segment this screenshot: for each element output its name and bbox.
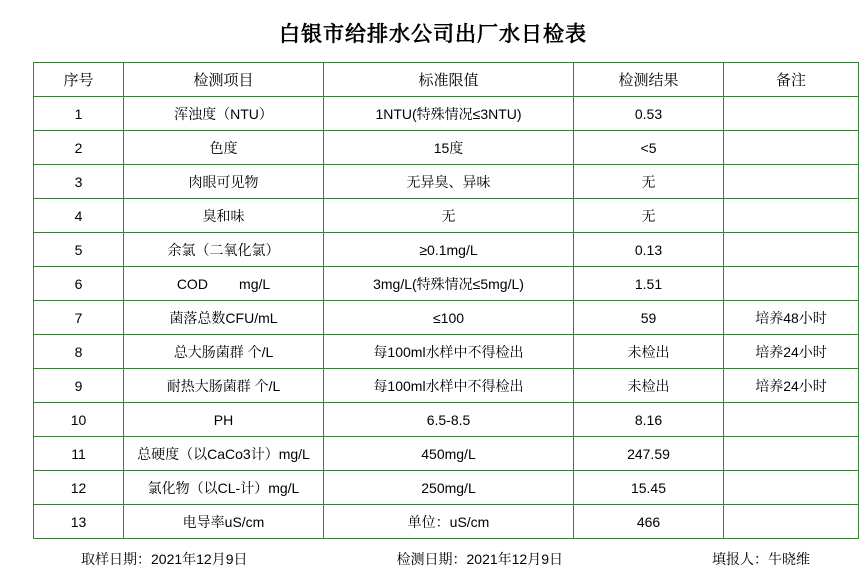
cell-item-text: 色度 — [209, 139, 238, 156]
cell-item-text: 电导率uS/cm — [182, 513, 265, 530]
cell-limit: 15度 — [324, 131, 574, 165]
cell-item-text: 总硬度（以CaCo3计）mg/L — [137, 445, 310, 462]
table-row — [34, 403, 859, 437]
cell-result: 8.16 — [574, 403, 724, 437]
table-row — [34, 97, 859, 131]
cell-item — [124, 199, 324, 233]
cell-remark — [724, 199, 859, 233]
cell-no: 8 — [34, 335, 124, 369]
cell-item-text: 耐热大肠菌群 个/L — [166, 377, 281, 394]
cell-item — [124, 369, 324, 403]
cell-item — [124, 335, 324, 369]
cell-result: 59 — [574, 301, 724, 335]
cell-remark — [724, 505, 859, 539]
cell-item-text: 余氯（二氧化氯） — [167, 241, 280, 258]
column-header-result: 检测结果 — [574, 63, 724, 97]
cell-remark: 培养24小时 — [724, 369, 859, 403]
cell-item — [124, 505, 324, 539]
cell-limit: 每100ml水样中不得检出 — [324, 335, 574, 369]
cell-item-text: PH — [213, 411, 234, 428]
cell-remark — [724, 97, 859, 131]
cell-limit: 无 — [324, 199, 574, 233]
cell-item-text: 肉眼可见物 — [188, 173, 259, 190]
cell-item — [124, 131, 324, 165]
table-row — [34, 437, 859, 471]
cell-remark — [724, 403, 859, 437]
cell-no: 12 — [34, 471, 124, 505]
cell-item — [124, 301, 324, 335]
cell-item-text: 浑浊度（NTU） — [174, 105, 273, 122]
cell-remark — [724, 267, 859, 301]
cell-limit: ≥0.1mg/L — [324, 233, 574, 267]
cell-no: 10 — [34, 403, 124, 437]
sampling-date: 取样日期：2021年12月9日 — [81, 551, 248, 567]
cell-item-text: 臭和味 — [202, 207, 245, 224]
cell-item — [124, 233, 324, 267]
cell-item — [124, 403, 324, 437]
cell-remark: 培养24小时 — [724, 335, 859, 369]
table-row — [34, 335, 859, 369]
cell-limit: ≤100 — [324, 301, 574, 335]
page-title: 白银市给排水公司出厂水日检表 — [279, 23, 587, 46]
cell-limit: 单位：uS/cm — [324, 505, 574, 539]
cell-no: 3 — [34, 165, 124, 199]
table-row — [34, 131, 859, 165]
testing-date: 检测日期：2021年12月9日 — [396, 551, 564, 567]
cell-result: 0.53 — [574, 97, 724, 131]
cell-no: 4 — [34, 199, 124, 233]
cell-result: 466 — [574, 505, 724, 539]
footer — [0, 539, 866, 569]
cell-no: 2 — [34, 131, 124, 165]
table-row — [34, 505, 859, 539]
table-body — [34, 97, 859, 539]
cell-limit: 450mg/L — [324, 437, 574, 471]
cell-limit: 250mg/L — [324, 471, 574, 505]
cell-no: 13 — [34, 505, 124, 539]
cell-result: 未检出 — [574, 335, 724, 369]
table-row — [34, 267, 859, 301]
cell-remark — [724, 471, 859, 505]
table-container — [0, 62, 866, 539]
table-row — [34, 471, 859, 505]
cell-remark — [724, 165, 859, 199]
table-row — [34, 233, 859, 267]
table-row — [34, 199, 859, 233]
cell-remark — [724, 131, 859, 165]
cell-no: 6 — [34, 267, 124, 301]
cell-result: <5 — [574, 131, 724, 165]
cell-result: 无 — [574, 165, 724, 199]
cell-remark — [724, 233, 859, 267]
table-header — [34, 63, 859, 97]
cell-no: 9 — [34, 369, 124, 403]
cell-item-text: 总大肠菌群 个/L — [173, 343, 274, 360]
cell-limit: 无异臭、异味 — [324, 165, 574, 199]
cell-no: 1 — [34, 97, 124, 131]
cell-no: 11 — [34, 437, 124, 471]
cell-item-text: 菌落总数CFU/mL — [169, 309, 278, 326]
cell-result: 1.51 — [574, 267, 724, 301]
cell-limit: 1NTU(特殊情况≤3NTU) — [324, 97, 574, 131]
column-header-item: 检测项目 — [124, 63, 324, 97]
water-quality-table — [33, 62, 859, 539]
reporter-name: 填报人：牛晓维 — [712, 551, 810, 567]
column-header-limit: 标准限值 — [324, 63, 574, 97]
cell-result: 无 — [574, 199, 724, 233]
table-row — [34, 369, 859, 403]
cell-item — [124, 437, 324, 471]
cell-item — [124, 267, 324, 301]
cell-result: 15.45 — [574, 471, 724, 505]
cell-item — [124, 165, 324, 199]
cell-limit: 6.5-8.5 — [324, 403, 574, 437]
table-row — [34, 165, 859, 199]
column-header-remark: 备注 — [724, 63, 859, 97]
cell-result: 未检出 — [574, 369, 724, 403]
cell-limit: 每100ml水样中不得检出 — [324, 369, 574, 403]
cell-item — [124, 97, 324, 131]
cell-item — [124, 471, 324, 505]
table-header-row — [34, 63, 859, 97]
cell-item-text: 氯化物（以CL-计）mg/L — [147, 479, 300, 496]
cell-remark — [724, 437, 859, 471]
cell-no: 7 — [34, 301, 124, 335]
cell-no: 5 — [34, 233, 124, 267]
cell-result: 247.59 — [574, 437, 724, 471]
column-header-no: 序号 — [34, 63, 124, 97]
cell-result: 0.13 — [574, 233, 724, 267]
table-row — [34, 301, 859, 335]
cell-remark: 培养48小时 — [724, 301, 859, 335]
cell-limit: 3mg/L(特殊情况≤5mg/L) — [324, 267, 574, 301]
cell-item-text: COD mg/L — [176, 275, 271, 292]
